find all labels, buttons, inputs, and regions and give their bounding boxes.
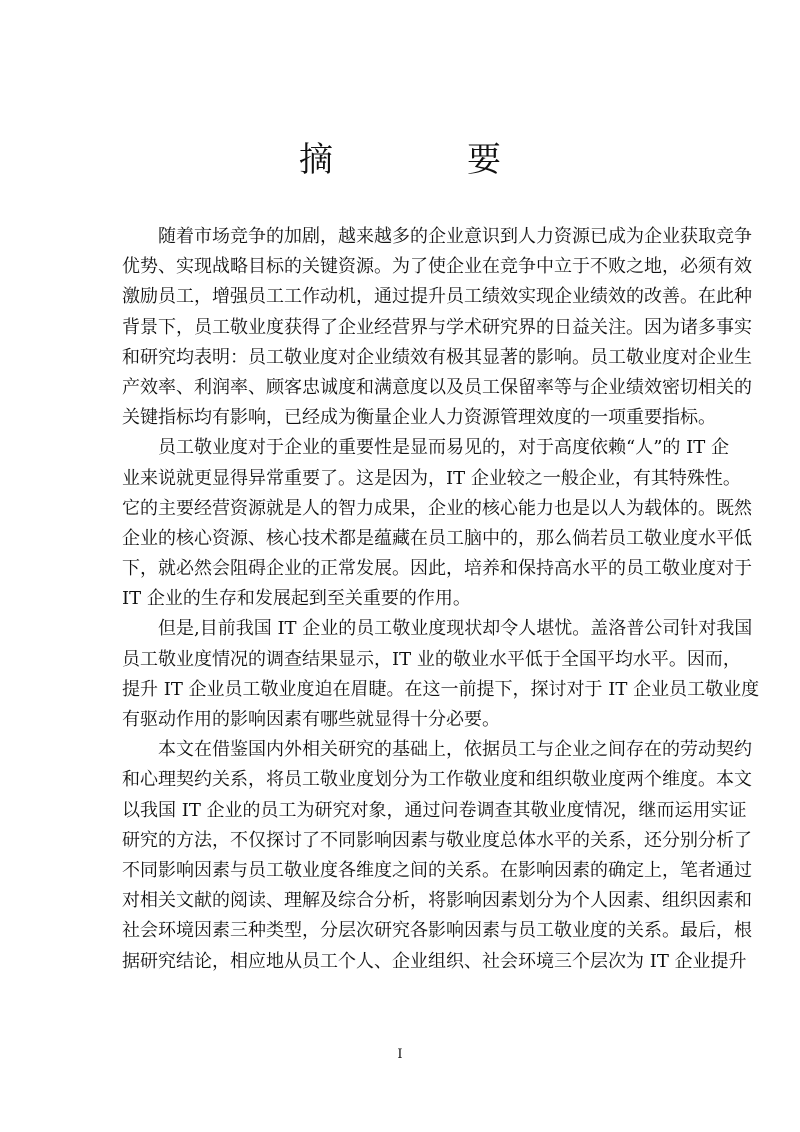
abstract-body <box>122 222 760 977</box>
text-line: 对相关文献的阅读、理解及综合分析，将影响因素划分为个人因素、组织因素和 <box>122 890 752 912</box>
text-line: 提升 IT 企业员工敬业度迫在眉睫。在这一前提下，探讨对于 IT 企业员工敬业度 <box>122 678 760 700</box>
text-line: 社会环境因素三种类型，分层次研究各影响因素与员工敬业度的关系。最后，根 <box>122 920 752 942</box>
text-line: 员工敬业度对于企业的重要性是显而易见的，对于高度依赖“人”的 IT 企 <box>158 437 729 459</box>
text-line: 有驱动作用的影响因素有哪些就显得十分必要。 <box>122 709 500 730</box>
page-title: 摘 要 <box>299 140 551 180</box>
text-line: 但是,目前我国 IT 企业的员工敬业度现状却令人堪忧。盖洛普公司针对我国 <box>158 618 753 640</box>
paragraph-2 <box>122 433 752 614</box>
text-line: 关键指标均有影响，已经成为衡量企业人力资源管理效度的一项重要指标。 <box>122 407 716 429</box>
text-line: 随着市场竞争的加剧，越来越多的企业意识到人力资源已成为企业获取竞争 <box>158 226 752 247</box>
text-line: IT 企业的生存和发展起到至关重要的作用。 <box>122 588 471 610</box>
paragraph-1 <box>122 222 752 433</box>
page-number: I <box>397 1047 403 1062</box>
text-line: 激励员工，增强员工工作动机，通过提升员工绩效实现企业绩效的改善。在此种 <box>122 286 752 308</box>
paragraph-3 <box>122 614 760 735</box>
text-line: 背景下，员工敬业度获得了企业经营界与学术研究界的日益关注。因为诸多事实 <box>122 316 752 338</box>
text-line: 研究的方法，不仅探讨了不同影响因素与敬业度总体水平的关系，还分别分析了 <box>122 829 752 851</box>
text-line: 员工敬业度情况的调查结果显示，IT 业的敬业水平低于全国平均水平。因而， <box>122 648 741 670</box>
text-line: 本文在借鉴国内外相关研究的基础上，依据员工与企业之间存在的劳动契约 <box>158 739 752 761</box>
text-line: 据研究结论，相应地从员工个人、企业组织、社会环境三个层次为 IT 企业提升 <box>122 950 747 972</box>
text-line: 业来说就更显得异常重要了。这是因为，IT 企业较之一般企业，有其特殊性。 <box>122 467 741 489</box>
text-line: 企业的核心资源、核心技术都是蕴藏在员工脑中的，那么倘若员工敬业度水平低 <box>122 527 752 549</box>
text-line: 优势、实现战略目标的关键资源。为了使企业在竞争中立于不败之地，必须有效 <box>122 256 752 278</box>
text-line: 和研究均表明：员工敬业度对企业绩效有极其显著的影响。员工敬业度对企业生 <box>122 346 752 368</box>
paragraph-4 <box>122 735 752 977</box>
text-line: 不同影响因素与员工敬业度各维度之间的关系。在影响因素的确定上，笔者通过 <box>122 859 752 881</box>
text-line: 下，就必然会阻碍企业的正常发展。因此，培养和保持高水平的员工敬业度对于 <box>122 558 752 580</box>
text-line: 和心理契约关系，将员工敬业度划分为工作敬业度和组织敬业度两个维度。本文 <box>122 769 752 791</box>
text-line: 它的主要经营资源就是人的智力成果，企业的核心能力也是以人为载体的。既然 <box>122 497 752 519</box>
text-line: 产效率、利润率、顾客忠诚度和满意度以及员工保留率等与企业绩效密切相关的 <box>122 376 752 398</box>
text-line: 以我国 IT 企业的员工为研究对象，通过问卷调查其敬业度情况，继而运用实证 <box>122 799 747 821</box>
